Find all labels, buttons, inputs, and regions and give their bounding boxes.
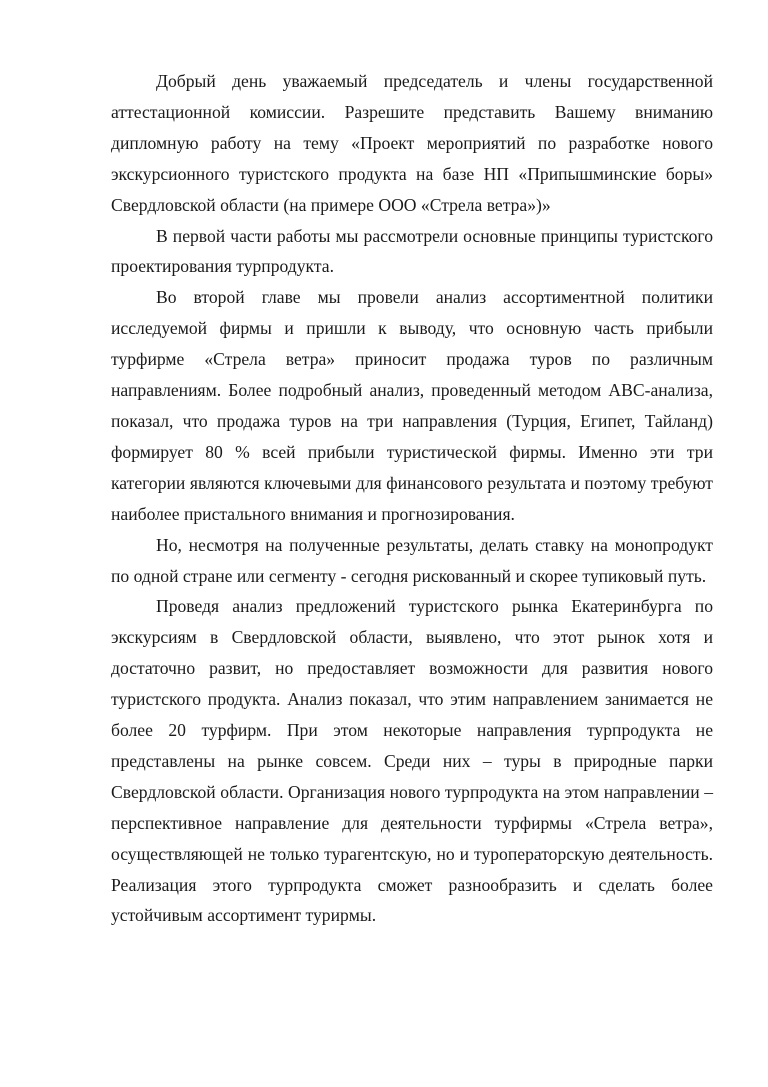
paragraph-second-chapter: Во второй главе мы провели анализ ассортиментной политики исследуемой фирмы и пришли к выводу, что основную часть прибыли турфирме «Стрела ветра» приносит продажа туров по различным направлениям. Более подробный анализ, проведенный методом АВС-анализа, показал, что продажа туров на три направления (Турция, Египет, Тайланд) формирует 80 % всей прибыли туристической фирмы. Именно эти три категории являются ключевыми для финансового результата и поэтому требуют наиболее пристального внимания и прогнозирования. xyxy=(111,287,713,524)
paragraph-monoproduct: Но, несмотря на полученные результаты, делать ставку на монопродукт по одной стране или сегменту - сегодня рискованный и скорее тупиковый путь. xyxy=(111,534,713,586)
paragraph-greeting: Добрый день уважаемый председатель и члены государственной аттестационной комиссии. Разрешите представить Вашему вниманию дипломную работу на тему «Проект мероприятий по разработке нового экскурсионного туристского продукта на базе НП «Припышминские боры» Свердловской области (на примере ООО «Стрела ветра»)» xyxy=(111,71,713,215)
document-page xyxy=(111,66,713,931)
paragraph-market-analysis: Проведя анализ предложений туристского рынка Екатеринбурга по экскурсиям в Свердловской области, выявлено, что этот рынок хотя и достаточно развит, но предоставляет возможности для развития нового туристского продукта. Анализ показал, что этим направлением занимается не более 20 турфирм. При этом некоторые направления турпродукта не представлены на рынке совсем. Среди них – туры в природные парки Свердловской области. Организация нового турпродукта на этом направлении – перспективное направление для деятельности турфирмы «Стрела ветра», осуществляющей не только турагентскую, но и туроператорскую деятельность. Реализация этого турпродукта сможет разнообразить и сделать более устойчивым ассортимент туриpмы. xyxy=(111,596,713,926)
paragraph-first-chapter: В первой части работы мы рассмотрели основные принципы туристского проектирования турпродукта. xyxy=(111,225,713,277)
